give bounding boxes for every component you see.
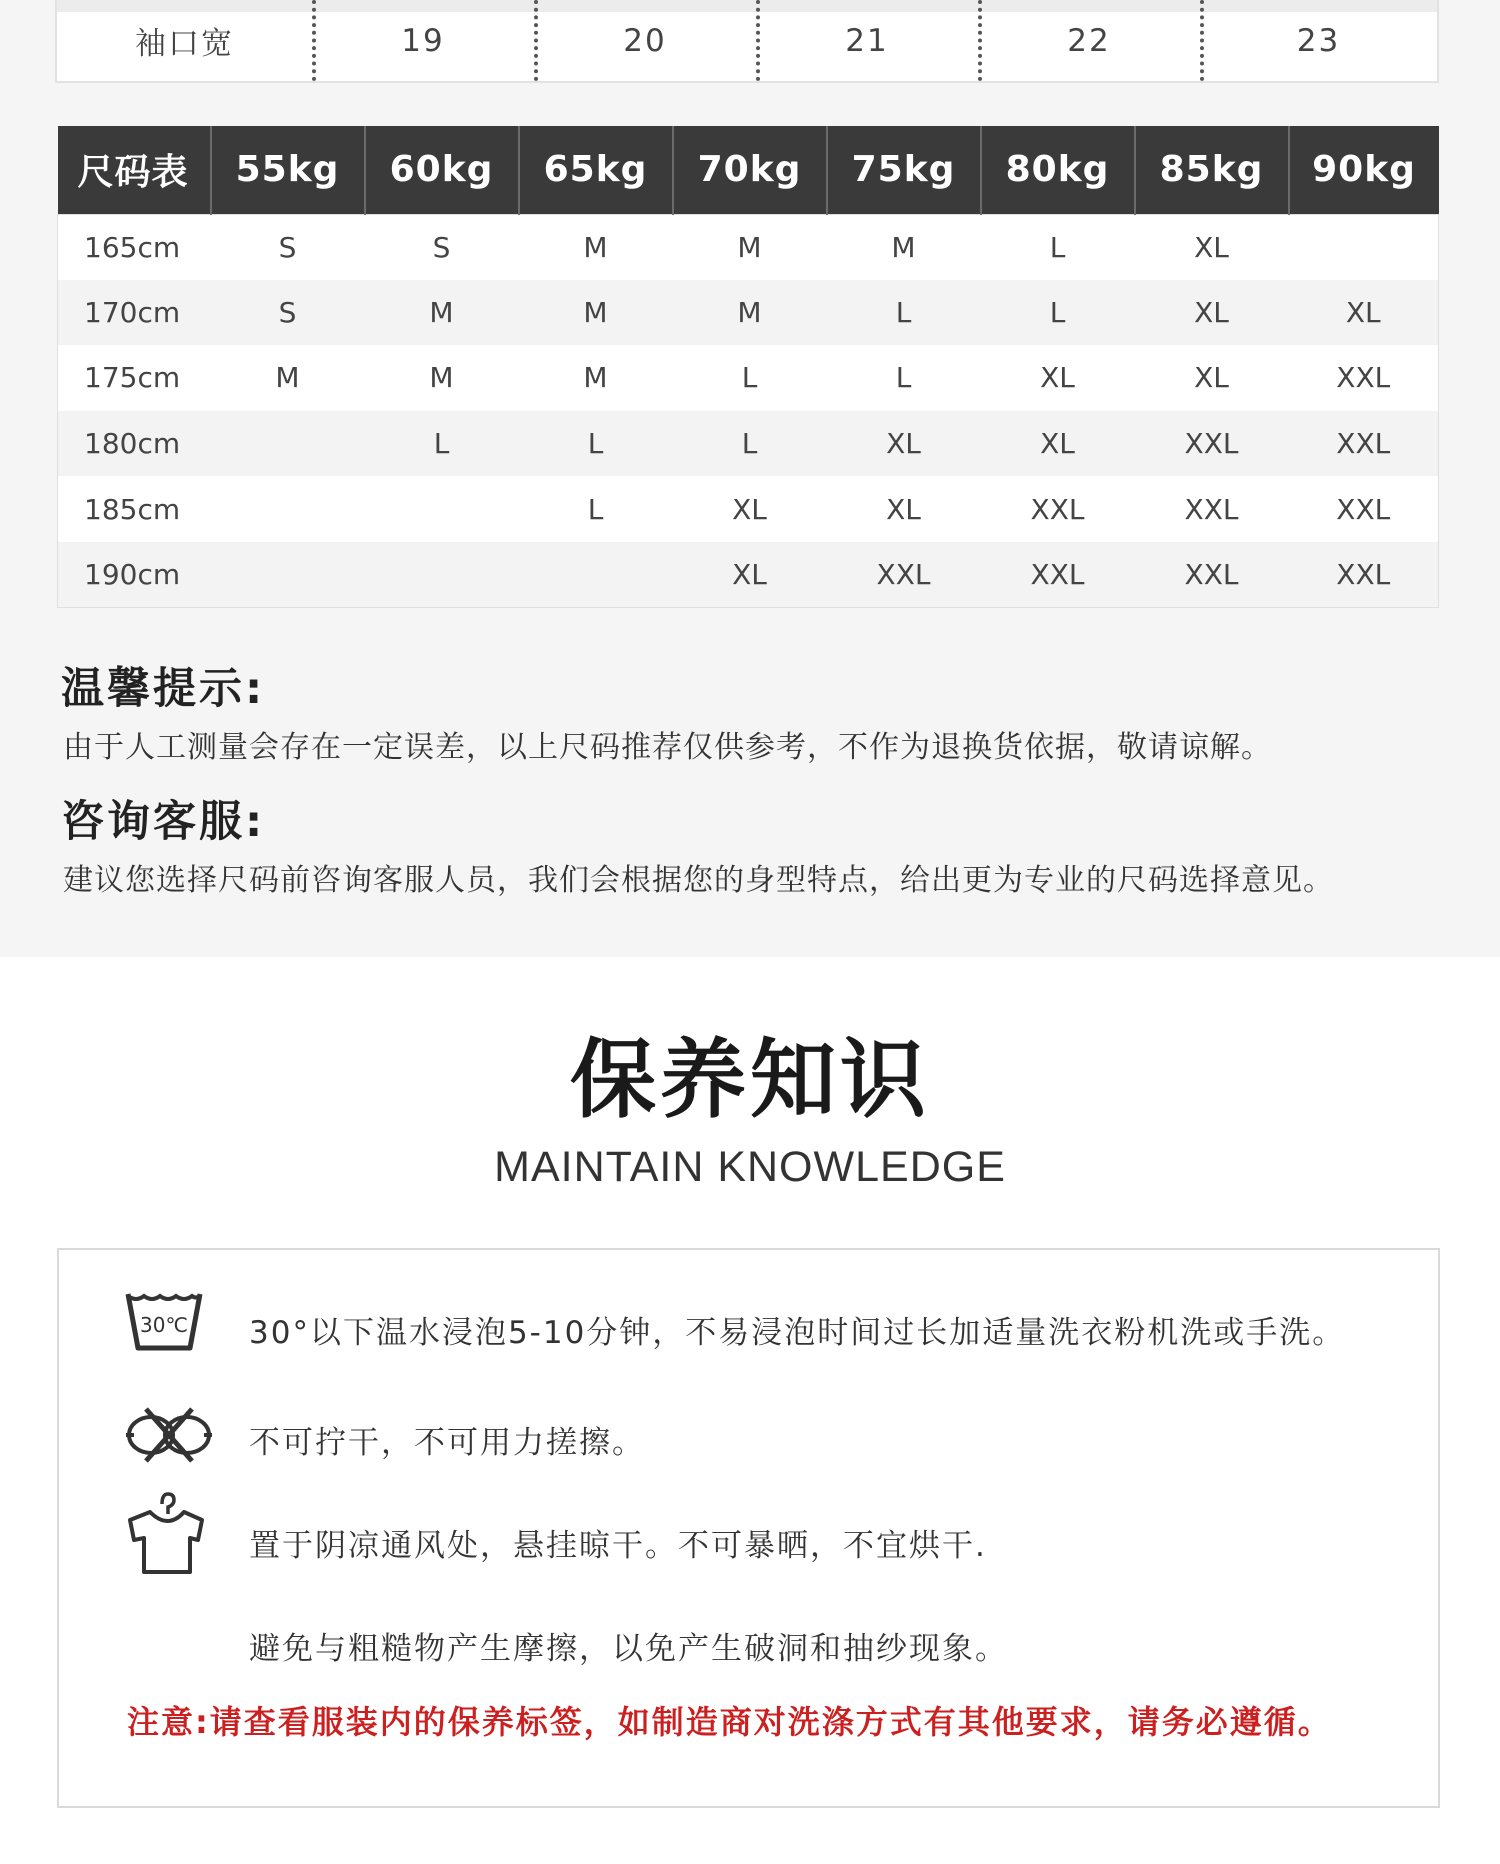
height-cell: 185cm — [58, 476, 211, 542]
header-cell: 75kg — [827, 126, 981, 214]
size-cell: XL — [673, 542, 827, 608]
size-cell: XXL — [1289, 411, 1439, 477]
size-cell: L — [519, 476, 673, 542]
sleeve-width-value: 21 — [756, 0, 978, 81]
size-cell — [1289, 214, 1439, 280]
size-cell: M — [519, 214, 673, 280]
size-cell: XL — [1289, 280, 1439, 346]
do-not-wring-icon — [124, 1405, 214, 1469]
care-text-wash: 30°以下温水浸泡5-10分钟，不易浸泡时间过长加适量洗衣粉机洗或手洗。 — [249, 1315, 1346, 1351]
height-cell: 180cm — [58, 411, 211, 477]
size-cell: XL — [1135, 214, 1289, 280]
size-cell: M — [673, 214, 827, 280]
header-cell: 55kg — [211, 126, 365, 214]
size-cell: XXL — [1289, 345, 1439, 411]
size-cell: L — [981, 214, 1135, 280]
size-cell: XL — [1135, 345, 1289, 411]
sleeve-width-value: 22 — [978, 0, 1200, 81]
header-cell: 85kg — [1135, 126, 1289, 214]
size-cell: XXL — [981, 542, 1135, 608]
size-cell — [365, 476, 519, 542]
size-cell: XL — [981, 345, 1135, 411]
height-cell: 190cm — [58, 542, 211, 608]
size-cell — [211, 542, 365, 608]
maintain-title: 保养知识 — [570, 1030, 930, 1130]
size-cell: XXL — [981, 476, 1135, 542]
size-cell: XXL — [1135, 411, 1289, 477]
size-cell: XXL — [1135, 542, 1289, 608]
size-cell — [211, 411, 365, 477]
table-row — [58, 542, 1439, 608]
size-table-header — [58, 126, 1439, 214]
size-cell: XXL — [1135, 476, 1289, 542]
size-cell: M — [365, 280, 519, 346]
header-cell: 80kg — [981, 126, 1135, 214]
size-cell: M — [673, 280, 827, 346]
table-row — [58, 214, 1439, 280]
size-cell: XXL — [1289, 542, 1439, 608]
table-row — [58, 345, 1439, 411]
header-cell: 65kg — [519, 126, 673, 214]
header-cell: 60kg — [365, 126, 519, 214]
table-row — [58, 280, 1439, 346]
height-cell: 175cm — [58, 345, 211, 411]
size-cell: M — [365, 345, 519, 411]
warm-tip-heading: 温馨提示: — [61, 664, 266, 714]
size-cell: M — [519, 345, 673, 411]
size-cell: L — [981, 280, 1135, 346]
height-cell: 170cm — [58, 280, 211, 346]
sleeve-width-value: 19 — [312, 0, 534, 81]
consult-text: 建议您选择尺码前咨询客服人员，我们会根据您的身型特点，给出更为专业的尺码选择意见。 — [63, 863, 1334, 898]
header-cell: 90kg — [1289, 126, 1439, 214]
sleeve-width-row — [55, 0, 1439, 83]
size-cell: S — [211, 214, 365, 280]
care-text-friction: 避免与粗糙物产生摩擦，以免产生破洞和抽纱现象。 — [249, 1631, 1008, 1667]
size-cell: XL — [827, 476, 981, 542]
size-cell: XXL — [1289, 476, 1439, 542]
care-text-dry: 置于阴凉通风处，悬挂晾干。不可暴晒，不宜烘干. — [249, 1528, 987, 1564]
size-cell: S — [211, 280, 365, 346]
consult-heading: 咨询客服: — [61, 797, 266, 847]
care-instructions-box — [57, 1248, 1440, 1808]
size-cell — [519, 542, 673, 608]
size-cell — [211, 476, 365, 542]
sleeve-width-value: 23 — [1200, 0, 1437, 81]
size-cell: XL — [1135, 280, 1289, 346]
size-cell: XL — [673, 476, 827, 542]
size-chart-table — [57, 126, 1439, 608]
size-cell: XL — [827, 411, 981, 477]
size-cell: S — [365, 214, 519, 280]
size-cell: XXL — [827, 542, 981, 608]
wash-temperature-label: 30℃ — [140, 1313, 188, 1337]
size-cell: L — [519, 411, 673, 477]
size-cell: M — [211, 345, 365, 411]
size-cell: L — [827, 345, 981, 411]
care-notice: 注意:请查看服装内的保养标签，如制造商对洗涤方式有其他要求，请务必遵循。 — [127, 1703, 1332, 1741]
size-cell: XL — [981, 411, 1135, 477]
sleeve-width-value: 20 — [534, 0, 756, 81]
table-row — [58, 411, 1439, 477]
wash-30-icon — [124, 1290, 204, 1358]
warm-tip-text: 由于人工测量会存在一定误差，以上尺码推荐仅供参考，不作为退换货依据，敬请谅解。 — [63, 730, 1272, 765]
sleeve-width-label: 袖口宽 — [135, 26, 234, 62]
header-cell: 尺码表 — [58, 126, 211, 214]
maintain-subtitle: MAINTAIN KNOWLEDGE — [494, 1143, 1006, 1191]
header-cell: 70kg — [673, 126, 827, 214]
height-cell: 165cm — [58, 214, 211, 280]
size-cell: M — [519, 280, 673, 346]
size-cell: M — [827, 214, 981, 280]
size-cell: L — [827, 280, 981, 346]
hang-dry-icon — [124, 1490, 208, 1580]
size-cell: L — [673, 411, 827, 477]
table-row — [58, 476, 1439, 542]
size-cell — [365, 542, 519, 608]
size-cell: L — [365, 411, 519, 477]
size-cell: L — [673, 345, 827, 411]
care-text-wring: 不可拧干，不可用力搓擦。 — [249, 1425, 645, 1461]
